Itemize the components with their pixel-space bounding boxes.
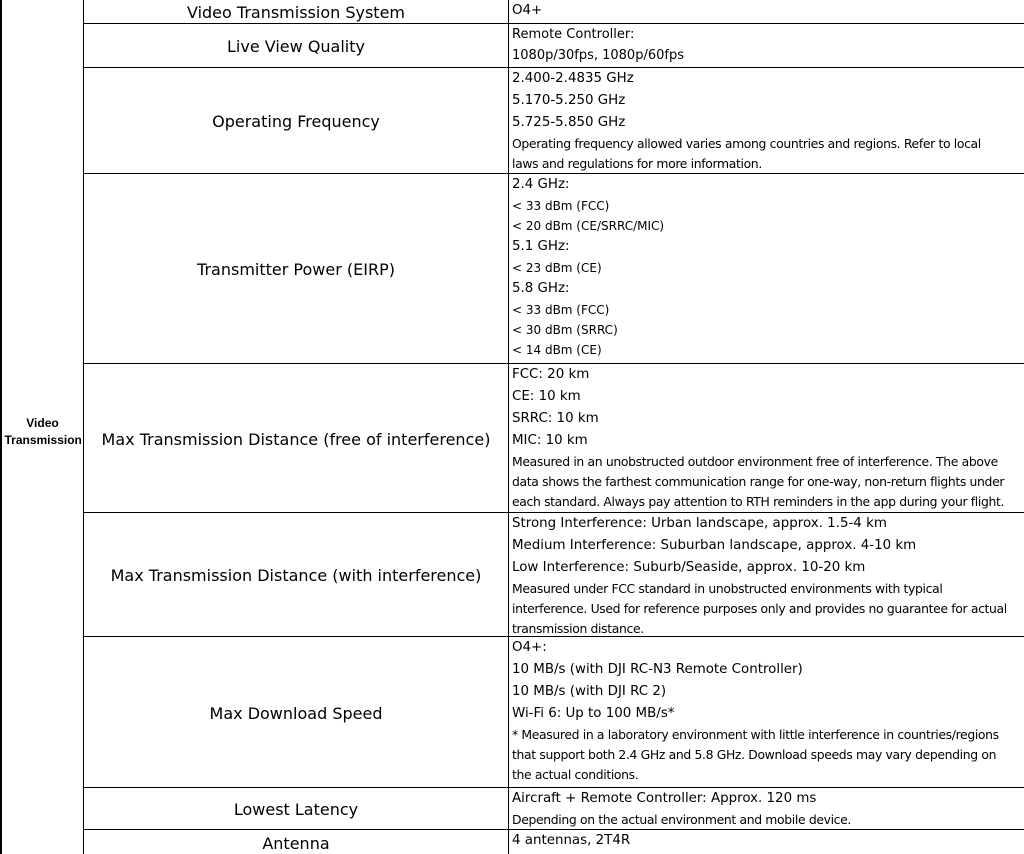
spec-value-line: O4+ [512,3,543,18]
spec-value-line: < 20 dBm (CE/SRRC/MIC) [512,219,665,233]
spec-value [509,24,1024,67]
spec-value-line: MIC: 10 km [512,433,588,448]
spec-value [509,788,1024,829]
spec-value [509,0,1024,23]
group-label: Video Transmission [4,416,82,447]
spec-value [509,174,1024,363]
spec-value [509,637,1024,787]
spec-row [84,68,1024,174]
spec-value-line: Wi-Fi 6: Up to 100 MB/s* [512,706,675,721]
spec-value-line: 5.725-5.850 GHz [512,115,626,130]
spec-value-line: 5.170-5.250 GHz [512,93,626,108]
spec-value-line: 10 MB/s (with DJI RC 2) [512,684,667,699]
spec-name: Max Transmission Distance (with interference) [84,513,509,636]
spec-name: Antenna [84,830,509,854]
spec-value-line: 2.4 GHz: [512,177,570,192]
spec-name: Max Transmission Distance (free of interference) [84,364,509,512]
spec-value-line: Remote Controller: [512,27,635,42]
spec-value-line: data shows the farthest communication range for one-way, non-return flights under [512,474,1005,489]
spec-value [509,68,1024,173]
spec-value [509,830,1024,854]
spec-value-line: 4 antennas, 2T4R [512,833,631,848]
spec-value-line: that support both 2.4 GHz and 5.8 GHz. Download speeds may vary depending on [512,747,997,762]
spec-name: Max Download Speed [84,637,509,787]
spec-value-line: transmission distance. [512,621,644,636]
spec-row [84,364,1024,513]
spec-value-line: SRRC: 10 km [512,411,599,426]
spec-row [84,0,1024,24]
spec-value [509,364,1024,512]
spec-row [84,830,1024,854]
spec-name: Operating Frequency [84,68,509,173]
spec-value-line: < 30 dBm (SRRC) [512,323,618,337]
spec-value-line: CE: 10 km [512,389,581,404]
spec-value-line: Aircraft + Remote Controller: Approx. 120 ms [512,791,817,806]
spec-row [84,513,1024,637]
spec-name: Transmitter Power (EIRP) [84,174,509,363]
spec-value-line: FCC: 20 km [512,367,590,382]
spec-value-line: Measured under FCC standard in unobstructed environments with typical [512,581,943,596]
spec-row [84,174,1024,364]
spec-name: Video Transmission System [84,0,509,23]
spec-value [509,513,1024,636]
spec-value-line: Low Interference: Suburb/Seaside, approx. 10-20 km [512,560,866,575]
spec-row [84,24,1024,68]
spec-name: Lowest Latency [84,788,509,829]
spec-value-line: interference. Used for reference purposes only and provides no guarantee for actual [512,601,1007,616]
spec-row [84,788,1024,830]
spec-value-line: < 23 dBm (CE) [512,261,602,275]
spec-value-line: Depending on the actual environment and mobile device. [512,812,852,827]
spec-value-line: Medium Interference: Suburban landscape, approx. 4-10 km [512,538,917,553]
spec-value-line: 1080p/30fps, 1080p/60fps [512,48,684,63]
spec-value-line: 10 MB/s (with DJI RC-N3 Remote Controller) [512,662,803,677]
spec-value-line: O4+: [512,640,547,655]
spec-value-line: laws and regulations for more information. [512,156,762,171]
spec-value-line: 5.8 GHz: [512,281,570,296]
group-cell [0,0,84,854]
spec-value-line: Operating frequency allowed varies among countries and regions. Refer to local [512,136,981,151]
spec-value-line: Measured in an unobstructed outdoor environment free of interference. The above [512,454,998,469]
spec-value-line: * Measured in a laboratory environment with little interference in countries/regions [512,727,999,742]
spec-value-line: each standard. Always pay attention to RTH reminders in the app during your flight. [512,494,1005,509]
spec-row [84,637,1024,788]
spec-value-line: Strong Interference: Urban landscape, approx. 1.5-4 km [512,516,887,531]
spec-name: Live View Quality [84,24,509,67]
spec-value-line: 5.1 GHz: [512,239,570,254]
spec-value-line: < 33 dBm (FCC) [512,303,610,317]
spec-value-line: the actual conditions. [512,767,639,782]
spec-value-line: < 33 dBm (FCC) [512,199,610,213]
spec-value-line: 2.400-2.4835 GHz [512,71,634,86]
spec-value-line: < 14 dBm (CE) [512,343,602,357]
